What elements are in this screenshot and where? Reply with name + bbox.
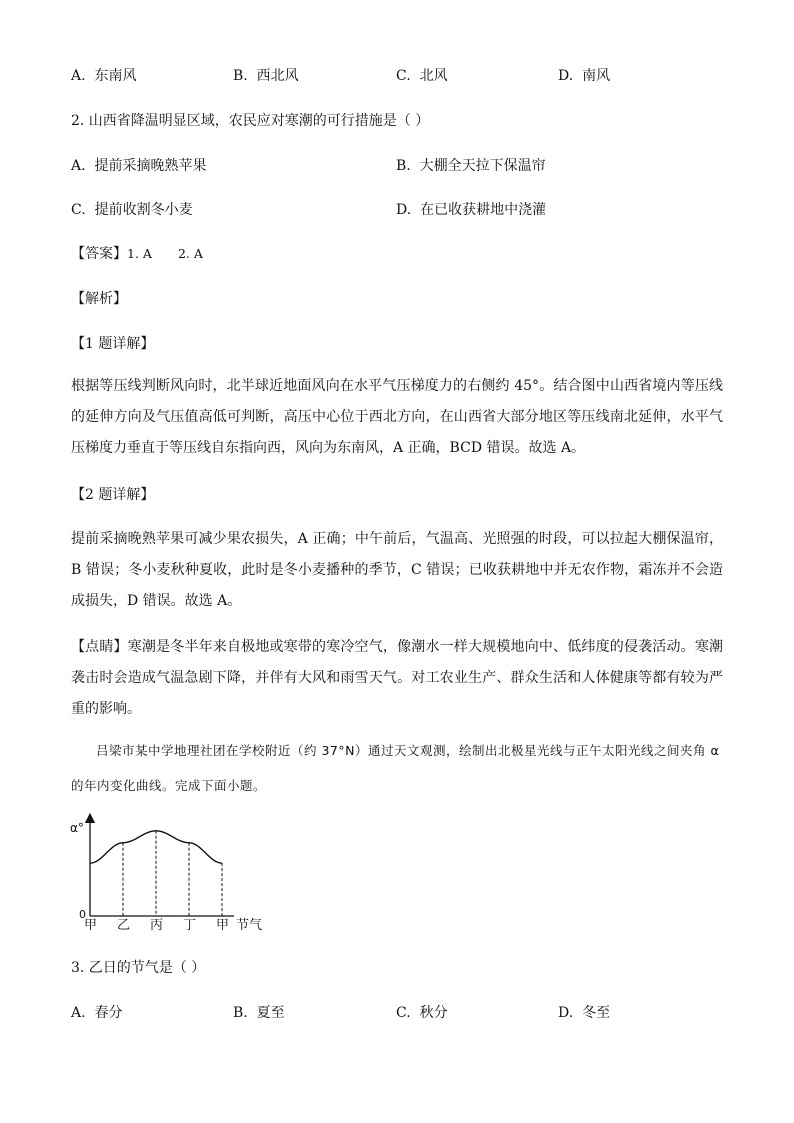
- option-text: 冬至: [582, 1005, 611, 1021]
- q2-option-a: [71, 156, 206, 176]
- q3-option-d: [558, 1003, 610, 1023]
- x-tick-label: 乙: [117, 918, 131, 933]
- option-text: 提前收割冬小麦: [94, 202, 193, 218]
- q3-stem: 3. 乙日的节气是（ ）: [71, 960, 206, 976]
- answer-1: 1. A: [127, 246, 152, 261]
- option-label: D.: [558, 68, 574, 84]
- tip-paragraph: [71, 632, 723, 725]
- tip-body: 寒潮是冬半年来自极地或寒带的寒冷空气，像潮水一样大规模地向中、低纬度的侵袭活动。寒潮袭击时会造成气温急剧下降，并伴有大风和雨雪天气。对工农业生产、群众生活和人体健康等都有较为严重的影响。: [71, 639, 724, 717]
- x-tick-label: 甲: [216, 918, 230, 933]
- analysis-heading: 【解析】: [71, 291, 127, 307]
- option-text: 北风: [419, 68, 448, 84]
- option-label: B.: [396, 158, 411, 174]
- option-label: D.: [558, 1005, 574, 1021]
- x-axis-label: 节气: [236, 918, 263, 933]
- q2-stem: 2. 山西省降温明显区域，农民应对寒潮的可行措施是（ ）: [71, 113, 430, 129]
- q1-option-d: [558, 66, 610, 86]
- tip-tag: 【点睛】: [71, 639, 128, 655]
- option-label: A.: [71, 158, 86, 174]
- option-text: 提前采摘晚熟苹果: [94, 158, 207, 174]
- q2-option-c: [71, 200, 193, 220]
- option-label: A.: [71, 68, 86, 84]
- option-label: C.: [71, 202, 86, 218]
- option-text: 西北风: [256, 68, 299, 84]
- option-label: B.: [233, 1005, 248, 1021]
- option-text: 南风: [582, 68, 611, 84]
- alpha-chart: [62, 812, 282, 938]
- option-text: 夏至: [256, 1005, 285, 1021]
- option-label: A.: [71, 1005, 86, 1021]
- detail2-body: 提前采摘晚熟苹果可减少果农损失，A 正确；中午前后，气温高、光照强的时段，可以拉起大棚保温帘，B 错误；冬小麦秋种夏收，此时是冬小麦播种的季节，C 错误；已收获耕地中并无农作物，霜冻并不会造成损失，D 错误。故选 A。: [71, 531, 723, 609]
- option-label: C.: [396, 68, 411, 84]
- y-axis-label: α°: [70, 821, 84, 835]
- q3-intro: 吕梁市某中学地理社团在学校附近（约 37°N）通过天文观测，绘制出北极星光线与正午太阳光线之间夹角 α 的年内变化曲线。完成下面小题。: [71, 743, 720, 793]
- option-text: 秋分: [419, 1005, 448, 1021]
- detail1-body: 根据等压线判断风向时，北半球近地面风向在水平气压梯度力的右侧约 45°。结合图中山西省境内等压线的延伸方向及气压值高低可判断，高压中心位于西北方向，在山西省大部分地区等压线南北延伸，水平气压梯度力垂直于等压线自东指向西，风向为东南风，A 正确，BCD 错误。故选 A。: [71, 378, 723, 456]
- option-label: B.: [233, 68, 248, 84]
- q1-option-b: [233, 66, 299, 86]
- x-tick-label: 丙: [150, 918, 164, 933]
- q1-option-a: [71, 66, 136, 86]
- origin-label: 0: [79, 908, 86, 921]
- q3-option-b: [233, 1003, 285, 1023]
- x-tick-label: 丁: [183, 918, 197, 933]
- detail2-heading: 【2 题详解】: [71, 487, 155, 503]
- q3-option-c: [396, 1003, 448, 1023]
- option-label: D.: [396, 202, 412, 218]
- option-text: 春分: [94, 1005, 123, 1021]
- q3-option-a: [71, 1003, 122, 1023]
- option-text: 东南风: [94, 68, 137, 84]
- detail1-heading: 【1 题详解】: [71, 336, 155, 352]
- option-text: 大棚全天拉下保温帘: [419, 158, 546, 174]
- answer-2: 2. A: [177, 246, 203, 261]
- answer-tag: 【答案】: [71, 246, 127, 262]
- option-label: C.: [396, 1005, 411, 1021]
- q2-option-d: [396, 200, 546, 220]
- option-text: 在已收获耕地中浇灌: [420, 202, 547, 218]
- x-tick-label: 甲: [84, 918, 98, 933]
- answer-line: [71, 244, 203, 264]
- q2-option-b: [396, 156, 546, 176]
- q1-option-c: [396, 66, 448, 86]
